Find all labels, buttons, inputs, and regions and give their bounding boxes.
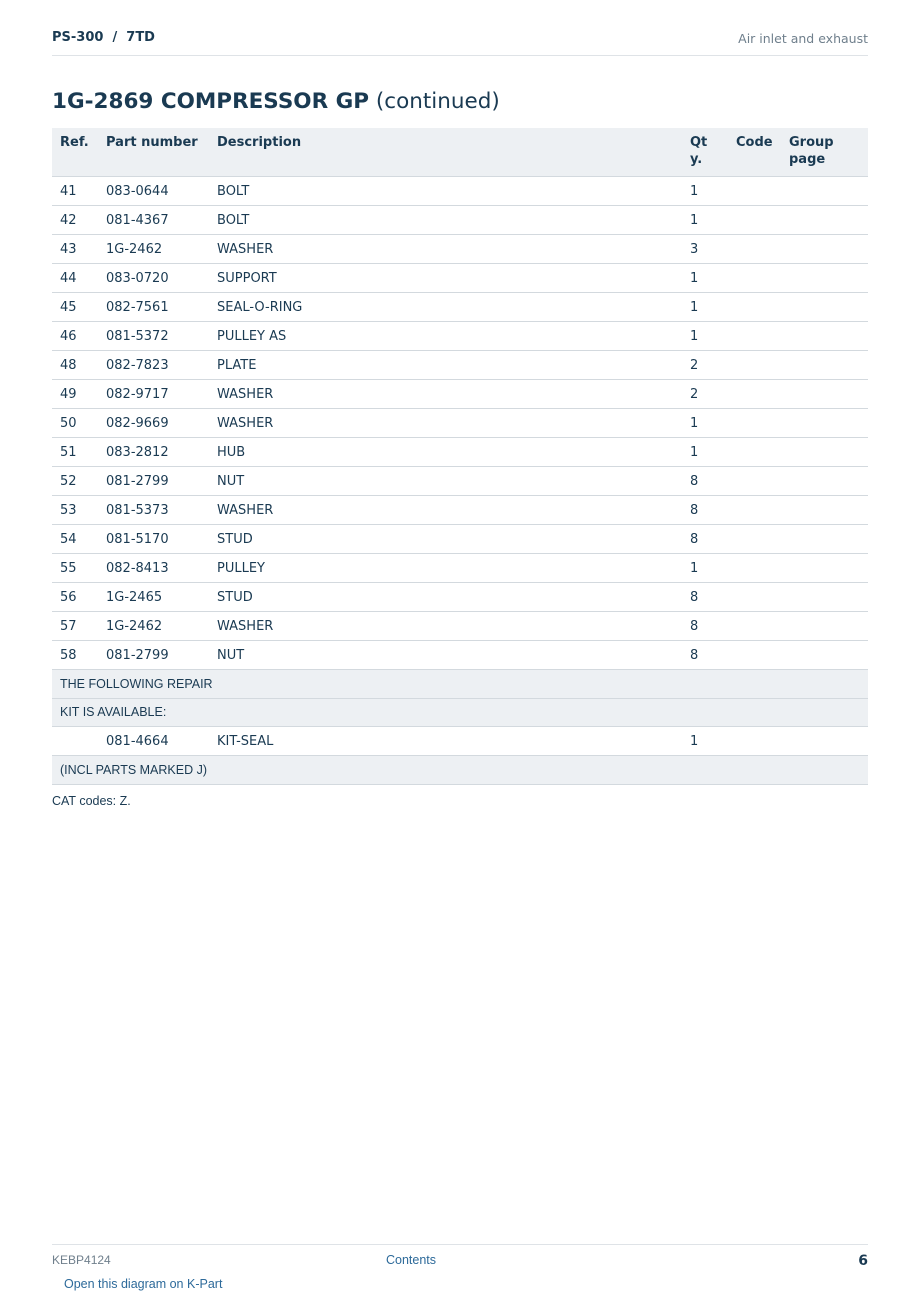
cell-qty: 1	[682, 727, 728, 756]
cell-group-page	[781, 525, 868, 554]
cell-qty: 1	[682, 409, 728, 438]
cell-group-page	[781, 554, 868, 583]
cell-part-number: 081-5373	[98, 496, 209, 525]
cell-qty: 2	[682, 351, 728, 380]
cell-part-number: 082-9669	[98, 409, 209, 438]
cell-part-number: 081-2799	[98, 641, 209, 670]
cell-part-number: 083-2812	[98, 438, 209, 467]
header-group-page: Group page	[781, 128, 868, 177]
cell-description: WASHER	[209, 612, 682, 641]
cell-qty: 3	[682, 235, 728, 264]
cell-description: SEAL-O-RING	[209, 293, 682, 322]
cell-ref: 52	[52, 467, 98, 496]
cell-description: PULLEY	[209, 554, 682, 583]
cell-group-page	[781, 293, 868, 322]
header-ref: Ref.	[52, 128, 98, 177]
cell-ref: 53	[52, 496, 98, 525]
cell-description: WASHER	[209, 235, 682, 264]
kpart-diagram-link[interactable]: Open this diagram on K-Part	[64, 1277, 223, 1291]
cell-ref: 54	[52, 525, 98, 554]
cell-part-number: 082-7561	[98, 293, 209, 322]
cell-group-page	[781, 438, 868, 467]
cell-qty: 1	[682, 293, 728, 322]
table-row	[52, 322, 868, 351]
cell-group-page	[781, 496, 868, 525]
cell-part-number: 082-7823	[98, 351, 209, 380]
cell-part-number: 081-5372	[98, 322, 209, 351]
page-number: 6	[858, 1253, 868, 1269]
cell-ref: 57	[52, 612, 98, 641]
cell-ref: 55	[52, 554, 98, 583]
table-row	[52, 525, 868, 554]
model-breadcrumb: PS-300 / 7TD	[52, 30, 155, 45]
note-row-incl-parts	[52, 756, 868, 785]
note-row-kit-available-text: KIT IS AVAILABLE:	[52, 698, 868, 727]
cell-description: NUT	[209, 467, 682, 496]
cell-code	[728, 467, 781, 496]
cell-group-page	[781, 177, 868, 206]
cell-ref: 58	[52, 641, 98, 670]
page-header	[52, 28, 868, 56]
cell-group-page	[781, 467, 868, 496]
cell-ref: 44	[52, 264, 98, 293]
cell-qty: 2	[682, 380, 728, 409]
cell-ref: 45	[52, 293, 98, 322]
cell-description: SUPPORT	[209, 264, 682, 293]
cell-description: KIT-SEAL	[209, 727, 682, 756]
cell-part-number: 081-5170	[98, 525, 209, 554]
table-row	[52, 612, 868, 641]
cell-code	[728, 727, 781, 756]
table-body	[52, 177, 868, 785]
cell-ref: 51	[52, 438, 98, 467]
kit-row	[52, 727, 868, 756]
cell-qty: 8	[682, 641, 728, 670]
cell-code	[728, 554, 781, 583]
cell-ref: 46	[52, 322, 98, 351]
table-row	[52, 467, 868, 496]
cell-code	[728, 322, 781, 351]
table-row	[52, 496, 868, 525]
cell-group-page	[781, 409, 868, 438]
cell-qty: 1	[682, 206, 728, 235]
page-footer	[52, 1244, 868, 1291]
cell-code	[728, 583, 781, 612]
cell-code	[728, 641, 781, 670]
cell-qty: 8	[682, 525, 728, 554]
cell-part-number: 081-4664	[98, 727, 209, 756]
document-id: KEBP4124	[52, 1253, 111, 1267]
cell-group-page	[781, 322, 868, 351]
cell-group-page	[781, 612, 868, 641]
title-continued: (continued)	[375, 89, 500, 114]
cell-description: STUD	[209, 525, 682, 554]
cell-code	[728, 206, 781, 235]
cell-description: BOLT	[209, 177, 682, 206]
cell-group-page	[781, 641, 868, 670]
note-row-repair	[52, 670, 868, 699]
cell-group-page	[781, 351, 868, 380]
cell-ref: 49	[52, 380, 98, 409]
table-row	[52, 264, 868, 293]
cell-ref: 43	[52, 235, 98, 264]
table-row	[52, 177, 868, 206]
cell-qty: 8	[682, 612, 728, 641]
cell-code	[728, 612, 781, 641]
cell-ref: 42	[52, 206, 98, 235]
table-row	[52, 206, 868, 235]
cell-group-page	[781, 727, 868, 756]
cell-qty: 8	[682, 496, 728, 525]
cell-qty: 1	[682, 264, 728, 293]
cell-group-page	[781, 235, 868, 264]
cell-ref: 50	[52, 409, 98, 438]
cell-qty: 1	[682, 554, 728, 583]
cell-ref	[52, 727, 98, 756]
cell-qty: 1	[682, 438, 728, 467]
table-row	[52, 438, 868, 467]
contents-link[interactable]: Contents	[386, 1253, 437, 1267]
cell-code	[728, 235, 781, 264]
table-row	[52, 409, 868, 438]
cat-codes: CAT codes: Z.	[52, 794, 131, 808]
cell-group-page	[781, 583, 868, 612]
cell-description: HUB	[209, 438, 682, 467]
table-row	[52, 641, 868, 670]
cell-group-page	[781, 380, 868, 409]
header-code: Code	[728, 128, 781, 177]
table-row	[52, 351, 868, 380]
table-row	[52, 235, 868, 264]
cell-code	[728, 438, 781, 467]
cell-qty: 8	[682, 583, 728, 612]
header-part-number: Part number	[98, 128, 209, 177]
cell-description: PULLEY AS	[209, 322, 682, 351]
cell-part-number: 1G-2462	[98, 235, 209, 264]
cell-description: PLATE	[209, 351, 682, 380]
cell-code	[728, 351, 781, 380]
cell-ref: 41	[52, 177, 98, 206]
cell-code	[728, 496, 781, 525]
note-row-kit-available	[52, 698, 868, 727]
cell-part-number: 1G-2462	[98, 612, 209, 641]
cell-description: WASHER	[209, 496, 682, 525]
header-qty: Qty.	[682, 128, 728, 177]
header-description: Description	[209, 128, 682, 177]
group-title: 1G-2869 COMPRESSOR GP	[52, 89, 370, 114]
cell-qty: 1	[682, 177, 728, 206]
cell-group-page	[781, 264, 868, 293]
cell-ref: 56	[52, 583, 98, 612]
note-row-incl-parts-text: (INCL PARTS MARKED J)	[52, 756, 868, 785]
note-row-repair-text: THE FOLLOWING REPAIR	[52, 670, 868, 699]
cell-code	[728, 409, 781, 438]
table-row	[52, 293, 868, 322]
table-row	[52, 554, 868, 583]
table-row	[52, 380, 868, 409]
table-row	[52, 583, 868, 612]
table-header-row	[52, 128, 868, 177]
cell-part-number: 083-0720	[98, 264, 209, 293]
page-title	[52, 89, 500, 114]
cell-part-number: 082-8413	[98, 554, 209, 583]
cell-description: BOLT	[209, 206, 682, 235]
section-name: Air inlet and exhaust	[738, 31, 868, 46]
cell-description: STUD	[209, 583, 682, 612]
cell-description: NUT	[209, 641, 682, 670]
cell-part-number: 1G-2465	[98, 583, 209, 612]
cell-qty: 1	[682, 322, 728, 351]
cell-ref: 48	[52, 351, 98, 380]
cell-code	[728, 380, 781, 409]
cell-group-page	[781, 206, 868, 235]
cell-part-number: 081-4367	[98, 206, 209, 235]
cell-description: WASHER	[209, 409, 682, 438]
cell-code	[728, 177, 781, 206]
cell-qty: 8	[682, 467, 728, 496]
parts-table	[52, 128, 868, 785]
cell-part-number: 082-9717	[98, 380, 209, 409]
cell-part-number: 083-0644	[98, 177, 209, 206]
cell-code	[728, 293, 781, 322]
cell-code	[728, 264, 781, 293]
cell-description: WASHER	[209, 380, 682, 409]
cell-part-number: 081-2799	[98, 467, 209, 496]
cell-code	[728, 525, 781, 554]
